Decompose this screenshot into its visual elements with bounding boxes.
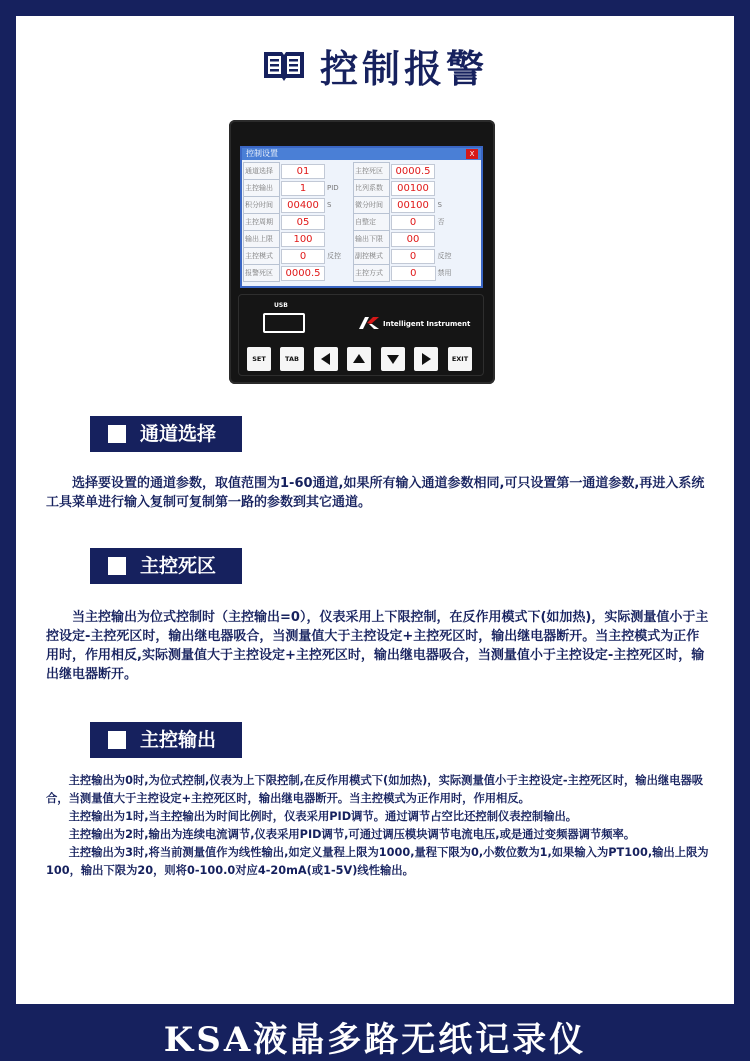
- device-screen: [240, 146, 483, 288]
- param-unit: [326, 265, 354, 282]
- param-value-field[interactable]: 00: [391, 232, 435, 247]
- param-label: 输出上限: [244, 231, 280, 248]
- right-arrow-icon: [420, 353, 432, 365]
- param-value-field[interactable]: 0000.5: [281, 266, 325, 281]
- param-value-cell: [280, 214, 327, 231]
- param-unit: [326, 163, 354, 180]
- param-value-cell: [390, 163, 437, 180]
- right-arrow-key[interactable]: [414, 347, 438, 371]
- param-label: 主控死区: [354, 163, 390, 180]
- param-label: 主控模式: [244, 248, 280, 265]
- param-value-cell: [390, 248, 437, 265]
- param-unit: [437, 180, 464, 197]
- param-row: [244, 265, 464, 282]
- param-label: 报警死区: [244, 265, 280, 282]
- dialog-title: 控制设置: [246, 149, 278, 158]
- param-value-cell: [280, 248, 327, 265]
- param-unit: 反控: [437, 252, 452, 260]
- left-arrow-icon: [320, 353, 332, 365]
- param-row: [244, 180, 464, 197]
- param-value-cell: [280, 180, 327, 197]
- param-unit: [326, 214, 354, 231]
- section-text-deadband: 当主控输出为位式控制时（主控输出=0），仪表采用上下限控制，在反作用模式下(如加热)，实际测量值小于主控设定-主控死区时，输出继电器吸合，当测量值大于主控设定+主控死区时，输出继电器断开。当主控模式为正作用时，作用相反,实际测量值大于主控设定+主控死区时，输出继电器吸合，当测量值小于主控设定-主控死区时，输出继电器断开。: [46, 610, 709, 682]
- param-unit: 反控: [327, 252, 341, 260]
- square-bullet-icon: [108, 731, 126, 749]
- param-row: [244, 248, 464, 265]
- page-title-text: 控制报警: [319, 47, 488, 91]
- param-label: 通道选择: [244, 163, 280, 180]
- param-row: [244, 231, 464, 248]
- param-value-field[interactable]: 0: [391, 249, 435, 264]
- exit-key[interactable]: EXIT: [448, 347, 472, 371]
- param-value-field[interactable]: 00100: [391, 198, 435, 213]
- up-arrow-icon: [353, 353, 365, 365]
- param-unit: [437, 163, 464, 180]
- section-heading-deadband: 主控死区: [90, 548, 242, 584]
- param-value-cell: [390, 214, 437, 231]
- param-row: [244, 214, 464, 231]
- param-value-field[interactable]: 0000.5: [391, 164, 435, 179]
- param-unit: PID: [327, 184, 339, 192]
- param-label: 主控周期: [244, 214, 280, 231]
- recorder-device: [229, 120, 495, 384]
- param-value-cell: [280, 163, 327, 180]
- param-value-cell: [390, 231, 437, 248]
- param-value-field[interactable]: 00400: [281, 198, 325, 213]
- square-bullet-icon: [108, 425, 126, 443]
- param-value-field[interactable]: 00100: [391, 181, 435, 196]
- param-value-field[interactable]: 0: [391, 215, 435, 230]
- param-row: [244, 163, 464, 180]
- close-button[interactable]: X: [466, 149, 478, 159]
- param-value-field[interactable]: 1: [281, 181, 325, 196]
- param-unit: S: [327, 201, 332, 209]
- param-label: 副控模式: [354, 248, 390, 265]
- param-label: 自整定: [354, 214, 390, 231]
- param-value-cell: [280, 197, 327, 214]
- param-label: 微分时间: [354, 197, 390, 214]
- brand-text: Intelligent Instrument: [383, 320, 471, 328]
- param-value-cell: [390, 197, 437, 214]
- param-unit: S: [437, 201, 442, 209]
- page-title: [0, 38, 750, 93]
- param-unit: [437, 231, 464, 248]
- param-unit: 禁用: [437, 269, 452, 277]
- device-control-panel: [238, 294, 484, 376]
- param-value-cell: [280, 265, 327, 282]
- square-bullet-icon: [108, 557, 126, 575]
- param-value-field[interactable]: 100: [281, 232, 325, 247]
- param-label: 输出下限: [354, 231, 390, 248]
- left-arrow-key[interactable]: [314, 347, 338, 371]
- brand: [359, 317, 470, 331]
- section-heading-output: 主控输出: [90, 722, 242, 758]
- brand-logo-icon: [359, 317, 379, 331]
- down-arrow-icon: [387, 353, 399, 365]
- section-text-output: 主控输出为0时,为位式控制,仪表为上下限控制,在反作用模式下(如加热)，实际测量值小于主控设定-主控死区时，输出继电器吸合，当测量值大于主控设定+主控死区时，输出继电器断开。当主控模式为正作用时，作用相反。 主控输出为1时,当主控输出为时间比例时，仪表采用PID调节。通过调节占空比还控制仪表控制输出。 主控输出为2时,输出为连续电流调节,仪表采用PID调节,可通过调压模块调节电流电压,或是通过变频器调节频率。 主控输出为3时,将当前测量值作为线性输出,如定义量程上限为1000,量程下限为0,小数位数为1,如果输入为PT100,输出上限为100，输出下限为20，则将0-100.0对应4-20mA(或1-5V)线性输出。: [46, 774, 709, 877]
- param-value-field[interactable]: 0: [391, 266, 436, 281]
- set-key[interactable]: SET: [247, 347, 271, 371]
- param-value-field[interactable]: 01: [281, 164, 325, 179]
- param-row: [244, 197, 464, 214]
- section-heading-channel: 通道选择: [90, 416, 242, 452]
- param-label: 主控方式: [354, 265, 390, 282]
- dialog-titlebar: [242, 148, 481, 160]
- param-value-cell: [390, 180, 437, 197]
- param-unit: [326, 231, 354, 248]
- param-table: [243, 162, 464, 282]
- param-value-field[interactable]: 0: [281, 249, 325, 264]
- up-arrow-key[interactable]: [347, 347, 371, 371]
- param-value-field[interactable]: 05: [281, 215, 325, 230]
- down-arrow-key[interactable]: [381, 347, 405, 371]
- book-icon: [262, 47, 306, 91]
- param-unit: 否: [437, 218, 445, 226]
- usb-port[interactable]: [263, 313, 305, 333]
- tab-key[interactable]: TAB: [280, 347, 304, 371]
- param-label: 积分时间: [244, 197, 280, 214]
- usb-label: USB: [274, 302, 288, 309]
- param-label: 主控输出: [244, 180, 280, 197]
- param-value-cell: [390, 265, 437, 282]
- param-value-cell: [280, 231, 327, 248]
- param-label: 比列系数: [354, 180, 390, 197]
- footer-title: KSA液晶多路无纸记录仪: [163, 1020, 587, 1060]
- section-text-channel: 选择要设置的通道参数，取值范围为1-60通道,如果所有输入通道参数相同,可只设置第一通道参数,再进入系统工具菜单进行输入复制可复制第一路的参数到其它通道。: [46, 476, 705, 510]
